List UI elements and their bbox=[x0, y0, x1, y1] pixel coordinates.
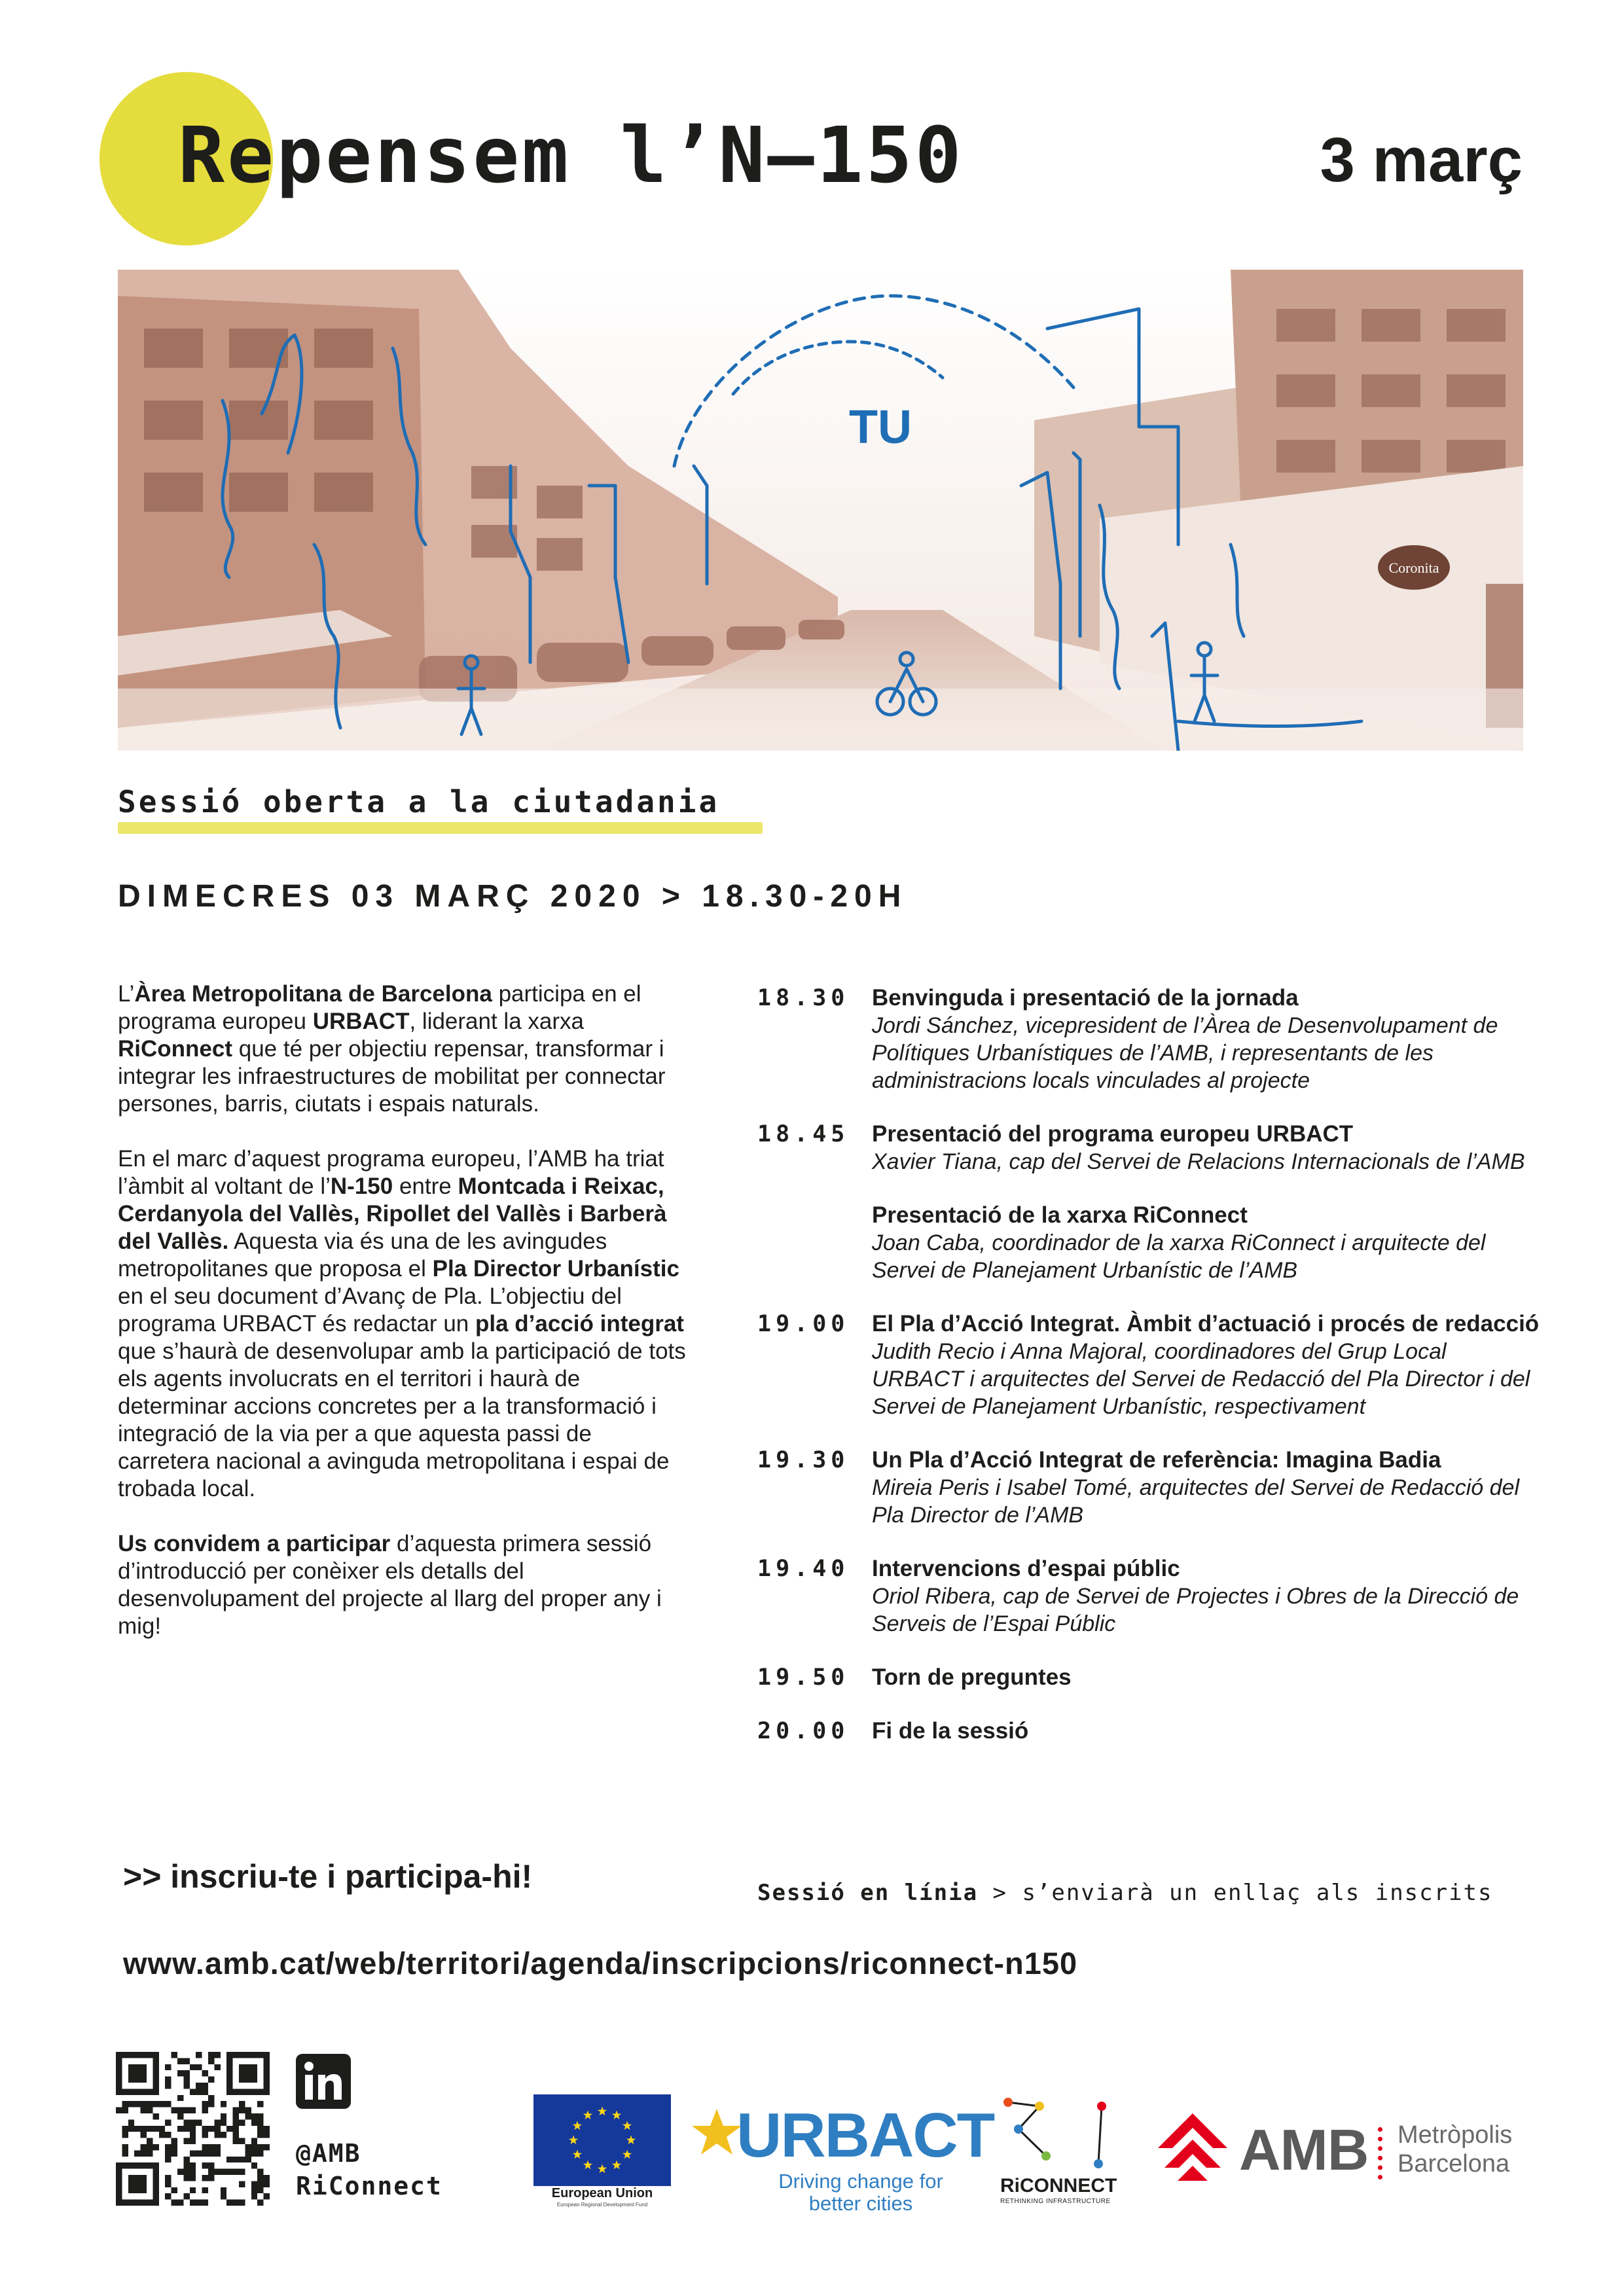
agenda-title: El Pla d’Acció Integrat. Àmbit d’actuació i procés de redacció bbox=[872, 1311, 1540, 1336]
agenda-item bbox=[757, 984, 1543, 1094]
qr-code bbox=[116, 2052, 270, 2206]
intro-text bbox=[118, 980, 687, 1668]
riconnect-tagline: RETHINKING INFRASTRUCTURE bbox=[1000, 2198, 1111, 2205]
agenda-block bbox=[872, 1202, 1543, 1284]
online-session-note bbox=[757, 1880, 1493, 1906]
eu-flag-icon bbox=[533, 2094, 671, 2186]
amb-metropolis-line-1: Metròpolis bbox=[1398, 2121, 1513, 2149]
intro-text-run: , liderant la xarxa bbox=[409, 1009, 584, 1034]
intro-bold-run: Pla Director Urbanístic bbox=[432, 1256, 679, 1282]
agenda-time: 20.00 bbox=[757, 1718, 850, 1744]
intro-bold-run: RiConnect bbox=[118, 1036, 232, 1062]
subtitle-block bbox=[118, 784, 766, 835]
agenda-item bbox=[757, 1717, 1543, 1745]
agenda-time: 19.00 bbox=[757, 1311, 850, 1337]
agenda-block bbox=[872, 984, 1543, 1094]
urbact-star-icon bbox=[691, 2106, 743, 2159]
urbact-wordmark: URBACT bbox=[736, 2100, 994, 2170]
agenda-speakers: Xavier Tiana, cap del Servei de Relacions Internacionals de l’AMB bbox=[872, 1149, 1525, 1174]
intro-bold-run: N-150 bbox=[330, 1174, 393, 1199]
online-session-label: Sessió en línia bbox=[757, 1880, 979, 1906]
agenda-speakers: Joan Caba, coordinador de la xarxa RiConnect i arquitecte del Servei de Planejament Urbanístic de l’AMB bbox=[872, 1230, 1486, 1283]
intro-bold-run: Àrea Metropolitana de Barcelona bbox=[134, 981, 492, 1007]
session-date-time: DIMECRES 03 MARÇ 2020 > 18.30-20H bbox=[118, 879, 908, 914]
intro-text-run: L’ bbox=[118, 981, 135, 1007]
intro-bold-run: URBACT bbox=[312, 1009, 410, 1034]
coronita-sign: Coronita bbox=[1388, 560, 1439, 576]
agenda-block bbox=[872, 1446, 1543, 1529]
agenda-item bbox=[757, 1555, 1543, 1638]
amb-metropolis-line-2: Barcelona bbox=[1398, 2150, 1510, 2178]
agenda-speakers: Mireia Peris i Isabel Tomé, arquitectes del Servei de Redacció del Pla Director de l’AMB bbox=[872, 1475, 1520, 1528]
agenda-block bbox=[872, 1310, 1543, 1420]
registration-link[interactable]: www.amb.cat/web/territori/agenda/inscripcions/riconnect-n150 bbox=[123, 1946, 1078, 1981]
amb-emblem-icon bbox=[1155, 2110, 1231, 2185]
intro-text-run: Aquesta via és una de les avingudes metropolitanes que proposa el bbox=[118, 1229, 607, 1282]
intro-text-run: que s’haurà de desenvolupar amb la participació de tots els agents involucrats en el territori i haurà de determinar accions concretes per a la transformació i integració de la via per a que aquesta passi de carretera nacional a avinguda metropolitana i espai de trobada local. bbox=[118, 1338, 686, 1501]
online-session-detail: > s’enviarà un enllaç als inscrits bbox=[978, 1880, 1493, 1906]
agenda-block bbox=[872, 1555, 1543, 1638]
intro-text-run: que té per objectiu repensar, transformar i integrar les infraestructures de mobilitat per connectar persones, barris, ciutats i espais naturals. bbox=[118, 1036, 666, 1117]
event-date-headline: 3 març bbox=[1320, 125, 1523, 195]
eu-fund: European Regional Development Fund bbox=[556, 2202, 648, 2208]
agenda-speakers: Oriol Ribera, cap de Servei de Projectes i Obres de la Direcció de Serveis de l’Espai Públic bbox=[872, 1584, 1519, 1636]
event-title: Repensem l’N–150 bbox=[178, 110, 964, 200]
subtitle-highlight bbox=[118, 822, 763, 834]
intro-paragraph-2 bbox=[118, 1145, 687, 1503]
agenda-title: Un Pla d’Acció Integrat de referència: Imagina Badia bbox=[872, 1447, 1441, 1473]
agenda-title: Presentació del programa europeu URBACT bbox=[872, 1121, 1354, 1147]
urbact-tagline: Driving change for better cities bbox=[778, 2170, 943, 2215]
agenda-item bbox=[757, 1310, 1543, 1420]
agenda-title: Torn de preguntes bbox=[872, 1664, 1072, 1690]
intro-text-run: d’aquesta primera sessió d’introducció per conèixer els detalls del desenvolupament del projecte al llarg del proper any i mig! bbox=[118, 1531, 662, 1639]
amb-wordmark: AMB bbox=[1239, 2117, 1369, 2182]
session-subtitle: Sessió oberta a la ciutadania bbox=[118, 784, 720, 819]
social-handle-line-2: RiConnect bbox=[296, 2172, 442, 2200]
tu-label: TU bbox=[849, 401, 912, 454]
intro-text-run: en el seu document d’Avanç de Pla. L’objectiu del programa URBACT és redactar un bbox=[118, 1283, 622, 1336]
agenda-item bbox=[757, 1446, 1543, 1529]
intro-text-run: En el marc d’aquest programa europeu, l’AMB ha triat l’àmbit al voltant de l’ bbox=[118, 1146, 664, 1199]
agenda-item bbox=[757, 1121, 1543, 1284]
agenda-title: Presentació de la xarxa RiConnect bbox=[872, 1202, 1248, 1228]
eu-name: European Union bbox=[551, 2186, 653, 2200]
social-handle bbox=[296, 2137, 442, 2202]
agenda-speakers: Jordi Sánchez, vicepresident de l’Àrea de Desenvolupament de Polítiques Urbanístiques de l’AMB, i representants de les administracions locals vinculades al projecte bbox=[872, 1013, 1498, 1093]
social-handle-line-1: @AMB bbox=[296, 2139, 361, 2168]
intro-bold-run: pla d’acció integrat bbox=[475, 1311, 684, 1336]
agenda-item bbox=[757, 1664, 1543, 1691]
agenda-speakers: Judith Recio i Anna Majoral, coordinadores del Grup Local URBACT i arquitectes del Servei de Redacció del Pla Director i del Servei de Planejament Urbanístic, respectivament bbox=[872, 1339, 1530, 1419]
agenda-title: Benvinguda i presentació de la jornada bbox=[872, 985, 1299, 1011]
agenda-block bbox=[872, 1664, 1543, 1691]
street-illustration bbox=[118, 270, 1523, 751]
agenda-title: Fi de la sessió bbox=[872, 1718, 1029, 1744]
intro-bold-run: Us convidem a participar bbox=[118, 1531, 391, 1556]
intro-text-run: entre bbox=[393, 1174, 458, 1199]
riconnect-logo bbox=[1000, 2093, 1125, 2211]
register-call-to-action: >> inscriu-te i participa-hi! bbox=[123, 1858, 533, 1895]
amb-logo bbox=[1155, 2106, 1528, 2191]
riconnect-network-icon bbox=[1000, 2093, 1125, 2172]
agenda bbox=[757, 984, 1543, 1771]
agenda-time: 19.50 bbox=[757, 1664, 850, 1691]
amb-metropolis-label bbox=[1398, 2121, 1512, 2178]
agenda-time: 18.45 bbox=[757, 1121, 850, 1147]
agenda-time: 19.40 bbox=[757, 1556, 850, 1582]
intro-paragraph-3 bbox=[118, 1530, 687, 1640]
agenda-block bbox=[872, 1121, 1543, 1175]
intro-paragraph-1 bbox=[118, 980, 687, 1118]
riconnect-wordmark: RiCONNECT bbox=[1000, 2175, 1117, 2197]
intro-bold-run: Montcada i Reixac, Cerdanyola del Vallès, Ripollet del Vallès i Barberà del Vallès. bbox=[118, 1174, 667, 1254]
agenda-time: 18.30 bbox=[757, 985, 850, 1011]
amb-separator bbox=[1378, 2127, 1387, 2179]
eu-logo bbox=[533, 2094, 671, 2206]
intro-text-run: participa en el programa europeu bbox=[118, 981, 641, 1034]
agenda-time: 19.30 bbox=[757, 1447, 850, 1473]
agenda-title: Intervencions d’espai públic bbox=[872, 1556, 1180, 1581]
urbact-logo bbox=[691, 2100, 994, 2215]
linkedin-icon[interactable] bbox=[296, 2054, 351, 2109]
agenda-block bbox=[872, 1717, 1543, 1745]
